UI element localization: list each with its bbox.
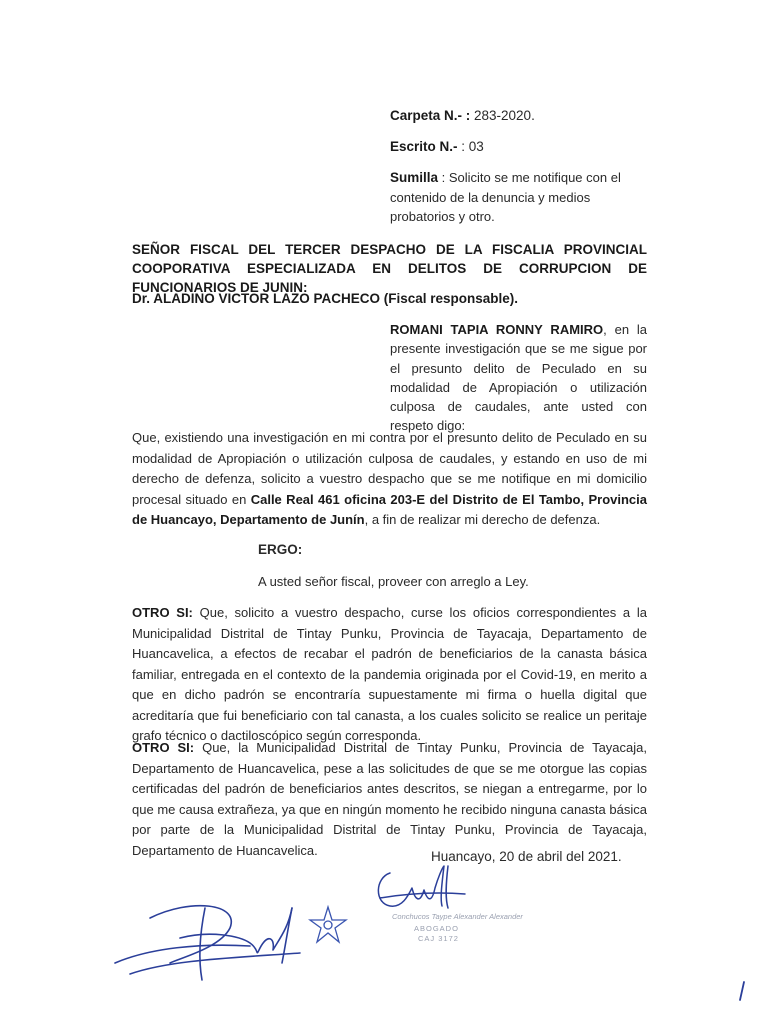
- procedural-address: Calle Real 461 oficina 203-E del Distrito de El Tambo, Provincia de Huancayo, Departamento de Junín: [132, 491, 648, 527]
- petitioner-signature: [110, 888, 310, 988]
- stamp-title: ABOGADO: [414, 924, 459, 933]
- otrosi-paragraph-1: [132, 603, 647, 747]
- carpeta-value: 283-2020.: [470, 108, 535, 123]
- escrito-value: : 03: [457, 139, 484, 154]
- intro-text: , en la presente investigación que se me sigue por el presunto delito de Peculado en su modalidad de Apropiación o utilización culposa de caudales, ante usted con respeto digo:: [390, 322, 647, 434]
- otrosi-text-2: Que, la Municipalidad Distrital de Tintay Punku, Provincia de Tayacaja, Departamento de Huancavelica, pese a las solicitudes de que se me otorgue las copias certificadas del padrón de beneficiarios antes descritos, se niegan a entregarme, por lo que me causa extrañeza, ya que en ningún momento he recibido ninguna canasta básica por parte de la Municipalidad Distrital de Tintay Punku, Provincia de Tayacaja, Departamento de Huancavelica.: [132, 740, 647, 858]
- otrosi-label-1: OTRO SI:: [132, 605, 193, 620]
- lawyer-signature: [360, 858, 470, 918]
- place-date: Huancayo, 20 de abril del 2021.: [431, 849, 622, 864]
- doctor-line: Dr. ALADINO VICTOR LAZO PACHECO (Fiscal responsable).: [132, 291, 519, 306]
- otrosi-text-1: Que, solicito a vuestro despacho, curse los oficios correspondientes a la Municipalidad Distrital de Tintay Punku, Provincia de Tayacaja, Departamento de Huancavelica, a efectos de recabar el padrón de beneficiarios de la canasta básica familiar, entregada en el contexto de la pandemia originada por el Covid-19, en merito a que en dicho padrón se encontraría supuestamente mi firma o huella digital que acreditaría que fui beneficiario con tal canasta, a los cuales solicito se realice un peritaje grafo técnico o dactiloscópico según corresponda.: [132, 605, 648, 743]
- carpeta-line: [390, 108, 535, 123]
- otrosi-label-2: OTRO SI:: [132, 740, 195, 755]
- stamp-name: Conchucos Taype Alexander Alexander: [392, 912, 523, 921]
- intro-paragraph: [390, 320, 647, 436]
- request-text-start: Que, existiendo una investigación en mi contra por el presunto delito de Peculado en su modalidad de Apropiación o utilización culposa de caudales, y estando en uso de mi derecho de defenza, solicito a vuestro despacho que se me notifique en mi domicilio procesal situado en: [132, 430, 647, 507]
- pen-mark: [736, 980, 748, 1004]
- otrosi-paragraph-2: [132, 738, 647, 861]
- stamp-star-icon: [308, 905, 348, 945]
- sumilla-block: [390, 168, 650, 227]
- escrito-label: Escrito N.-: [390, 139, 458, 154]
- petitioner-name: ROMANI TAPIA RONNY RAMIRO: [390, 322, 604, 337]
- ergo-text: A usted señor fiscal, proveer con arreglo a Ley.: [258, 574, 529, 589]
- sumilla-value: : Solicito se me notifique con el contenido de la denuncia y medios probatorios y otro.: [390, 170, 621, 224]
- stamp-registration: CAJ 3172: [418, 934, 459, 943]
- request-paragraph: [132, 428, 647, 531]
- ergo-label: ERGO:: [258, 542, 303, 557]
- request-text-end: , a fin de realizar mi derecho de defenza.: [364, 512, 601, 527]
- escrito-line: [390, 139, 484, 154]
- sumilla-label: Sumilla: [390, 170, 439, 185]
- carpeta-label: Carpeta N.- :: [390, 108, 471, 123]
- addressee-heading: SEÑOR FISCAL DEL TERCER DESPACHO DE LA FISCALIA PROVINCIAL COOPORATIVA ESPECIALIZADA EN DELITOS DE CORRUPCION DE FUNCIONARIOS DE JUNIN:: [132, 242, 647, 295]
